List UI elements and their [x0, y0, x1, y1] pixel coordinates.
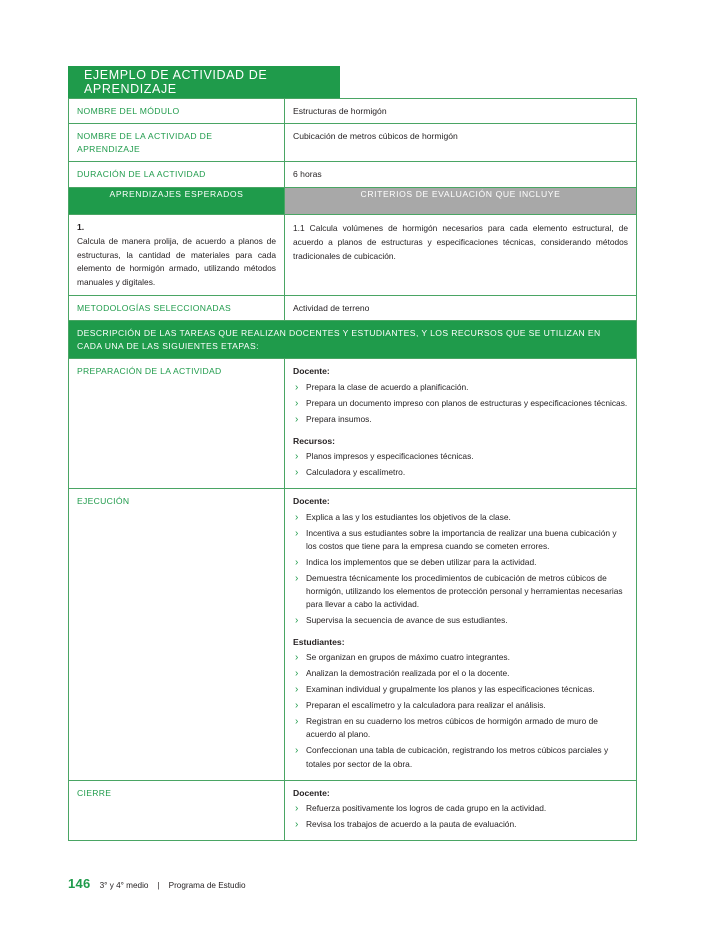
description-band: DESCRIPCIÓN DE LAS TAREAS QUE REALIZAN DOCENTES Y ESTUDIANTES, Y LOS RECURSOS QUE SE UTILIZAN EN CADA UNA DE LAS SIGUIENTES ETAPAS:	[69, 321, 637, 359]
criteria-cell	[285, 214, 637, 295]
activity-name-label: NOMBRE DE LA ACTIVIDAD DE APRENDIZAJE	[69, 124, 285, 162]
activity-table	[68, 98, 637, 841]
list-item: › Prepara la clase de acuerdo a planificación.	[293, 381, 628, 394]
role-title: Estudiantes:	[293, 636, 345, 647]
activity-table-wrapper	[68, 98, 636, 841]
list-item: › Calculadora y escalímetro.	[293, 466, 628, 479]
table-row	[69, 296, 637, 321]
table-header-row	[69, 187, 637, 214]
stage-content-preparacion	[285, 359, 637, 489]
list-item: › Refuerza positivamente los logros de cada grupo en la actividad.	[293, 802, 628, 815]
module-name-value: Estructuras de hormigón	[285, 99, 637, 124]
table-row	[69, 359, 637, 489]
resource-list	[293, 450, 628, 479]
page-number: 146	[68, 876, 91, 891]
list-item: › Examinan individual y grupalmente los planos y las especificaciones técnicas.	[293, 683, 628, 696]
page-banner	[68, 66, 340, 98]
learning-number: 1.	[77, 221, 85, 232]
banner-title: EJEMPLO DE ACTIVIDAD DE APRENDIZAJE	[84, 68, 268, 96]
list-item: › Revisa los trabajos de acuerdo a la pauta de evaluación.	[293, 818, 628, 831]
table-row	[69, 99, 637, 124]
task-list	[293, 511, 628, 627]
footer-separator: |	[157, 881, 160, 890]
list-item: › Analizan la demostración realizada por el o la docente.	[293, 667, 628, 680]
page-footer	[68, 876, 246, 891]
list-item: › Demuestra técnicamente los procedimientos de cubicación de metros cúbicos de hormigón, utilizando los elementos de protección personal y herramientas necesarias para llevar a cabo la actividad.	[293, 572, 628, 611]
student-task-list	[293, 651, 628, 770]
role-title: Docente:	[293, 366, 330, 377]
duration-label: DURACIÓN DE LA ACTIVIDAD	[69, 162, 285, 187]
list-item: › Indica los implementos que se deben utilizar para la actividad.	[293, 556, 628, 569]
footer-level: 3° y 4° medio	[99, 881, 149, 890]
table-row	[69, 489, 637, 780]
role-title: Recursos:	[293, 435, 336, 446]
learning-header: APRENDIZAJES ESPERADOS	[69, 187, 285, 214]
methodology-value: Actividad de terreno	[285, 296, 637, 321]
task-list	[293, 802, 628, 831]
module-name-label: NOMBRE DEL MÓDULO	[69, 99, 285, 124]
task-list	[293, 381, 628, 426]
criteria-header: CRITERIOS DE EVALUACIÓN QUE INCLUYE	[285, 187, 637, 214]
description-band-row	[69, 321, 637, 359]
table-row	[69, 214, 637, 295]
stage-content-ejecucion	[285, 489, 637, 780]
list-item: › Registran en su cuaderno los metros cúbicos de hormigón armado de muro de acuerdo al plano.	[293, 715, 628, 741]
learning-text: Calcula de manera prolija, de acuerdo a planos de estructuras, la cantidad de materiales para cada elemento de hormigón armado, utilizando métodos manuales y digitales.	[77, 236, 276, 287]
list-item: › Prepara un documento impreso con planos de estructuras y especificaciones técnicas.	[293, 397, 628, 410]
list-item: › Supervisa la secuencia de avance de sus estudiantes.	[293, 614, 628, 627]
duration-value: 6 horas	[285, 162, 637, 187]
methodology-label: METODOLOGÍAS SELECCIONADAS	[69, 296, 285, 321]
activity-name-value: Cubicación de metros cúbicos de hormigón	[285, 124, 637, 162]
stage-label-preparacion: PREPARACIÓN DE LA ACTIVIDAD	[69, 359, 285, 489]
list-item: › Se organizan en grupos de máximo cuatro integrantes.	[293, 651, 628, 664]
list-item: › Incentiva a sus estudiantes sobre la importancia de realizar una buena cubicación y los costos que tiene para la empresa cuando se cometen errores.	[293, 527, 628, 553]
list-item: › Confeccionan una tabla de cubicación, registrando los metros cúbicos parciales y totales por sector de la obra.	[293, 744, 628, 770]
list-item: › Prepara insumos.	[293, 413, 628, 426]
learning-cell	[69, 214, 285, 295]
footer-program: Programa de Estudio	[168, 881, 246, 890]
stage-label-cierre: CIERRE	[69, 780, 285, 840]
stage-label-ejecucion: EJECUCIÓN	[69, 489, 285, 780]
list-item: › Preparan el escalímetro y la calculadora para realizar el análisis.	[293, 699, 628, 712]
stage-content-cierre	[285, 780, 637, 840]
role-title: Docente:	[293, 787, 330, 798]
role-title: Docente:	[293, 496, 330, 507]
criteria-text: 1.1 Calcula volúmenes de hormigón necesarios para cada elemento estructural, de acuerdo a planos de estructuras y especificaciones técnicas, considerando métodos tradicionales de cubicación.	[293, 222, 628, 262]
table-row	[69, 162, 637, 187]
list-item: › Planos impresos y especificaciones técnicas.	[293, 450, 628, 463]
list-item: › Explica a las y los estudiantes los objetivos de la clase.	[293, 511, 628, 524]
table-row	[69, 124, 637, 162]
table-row	[69, 780, 637, 840]
